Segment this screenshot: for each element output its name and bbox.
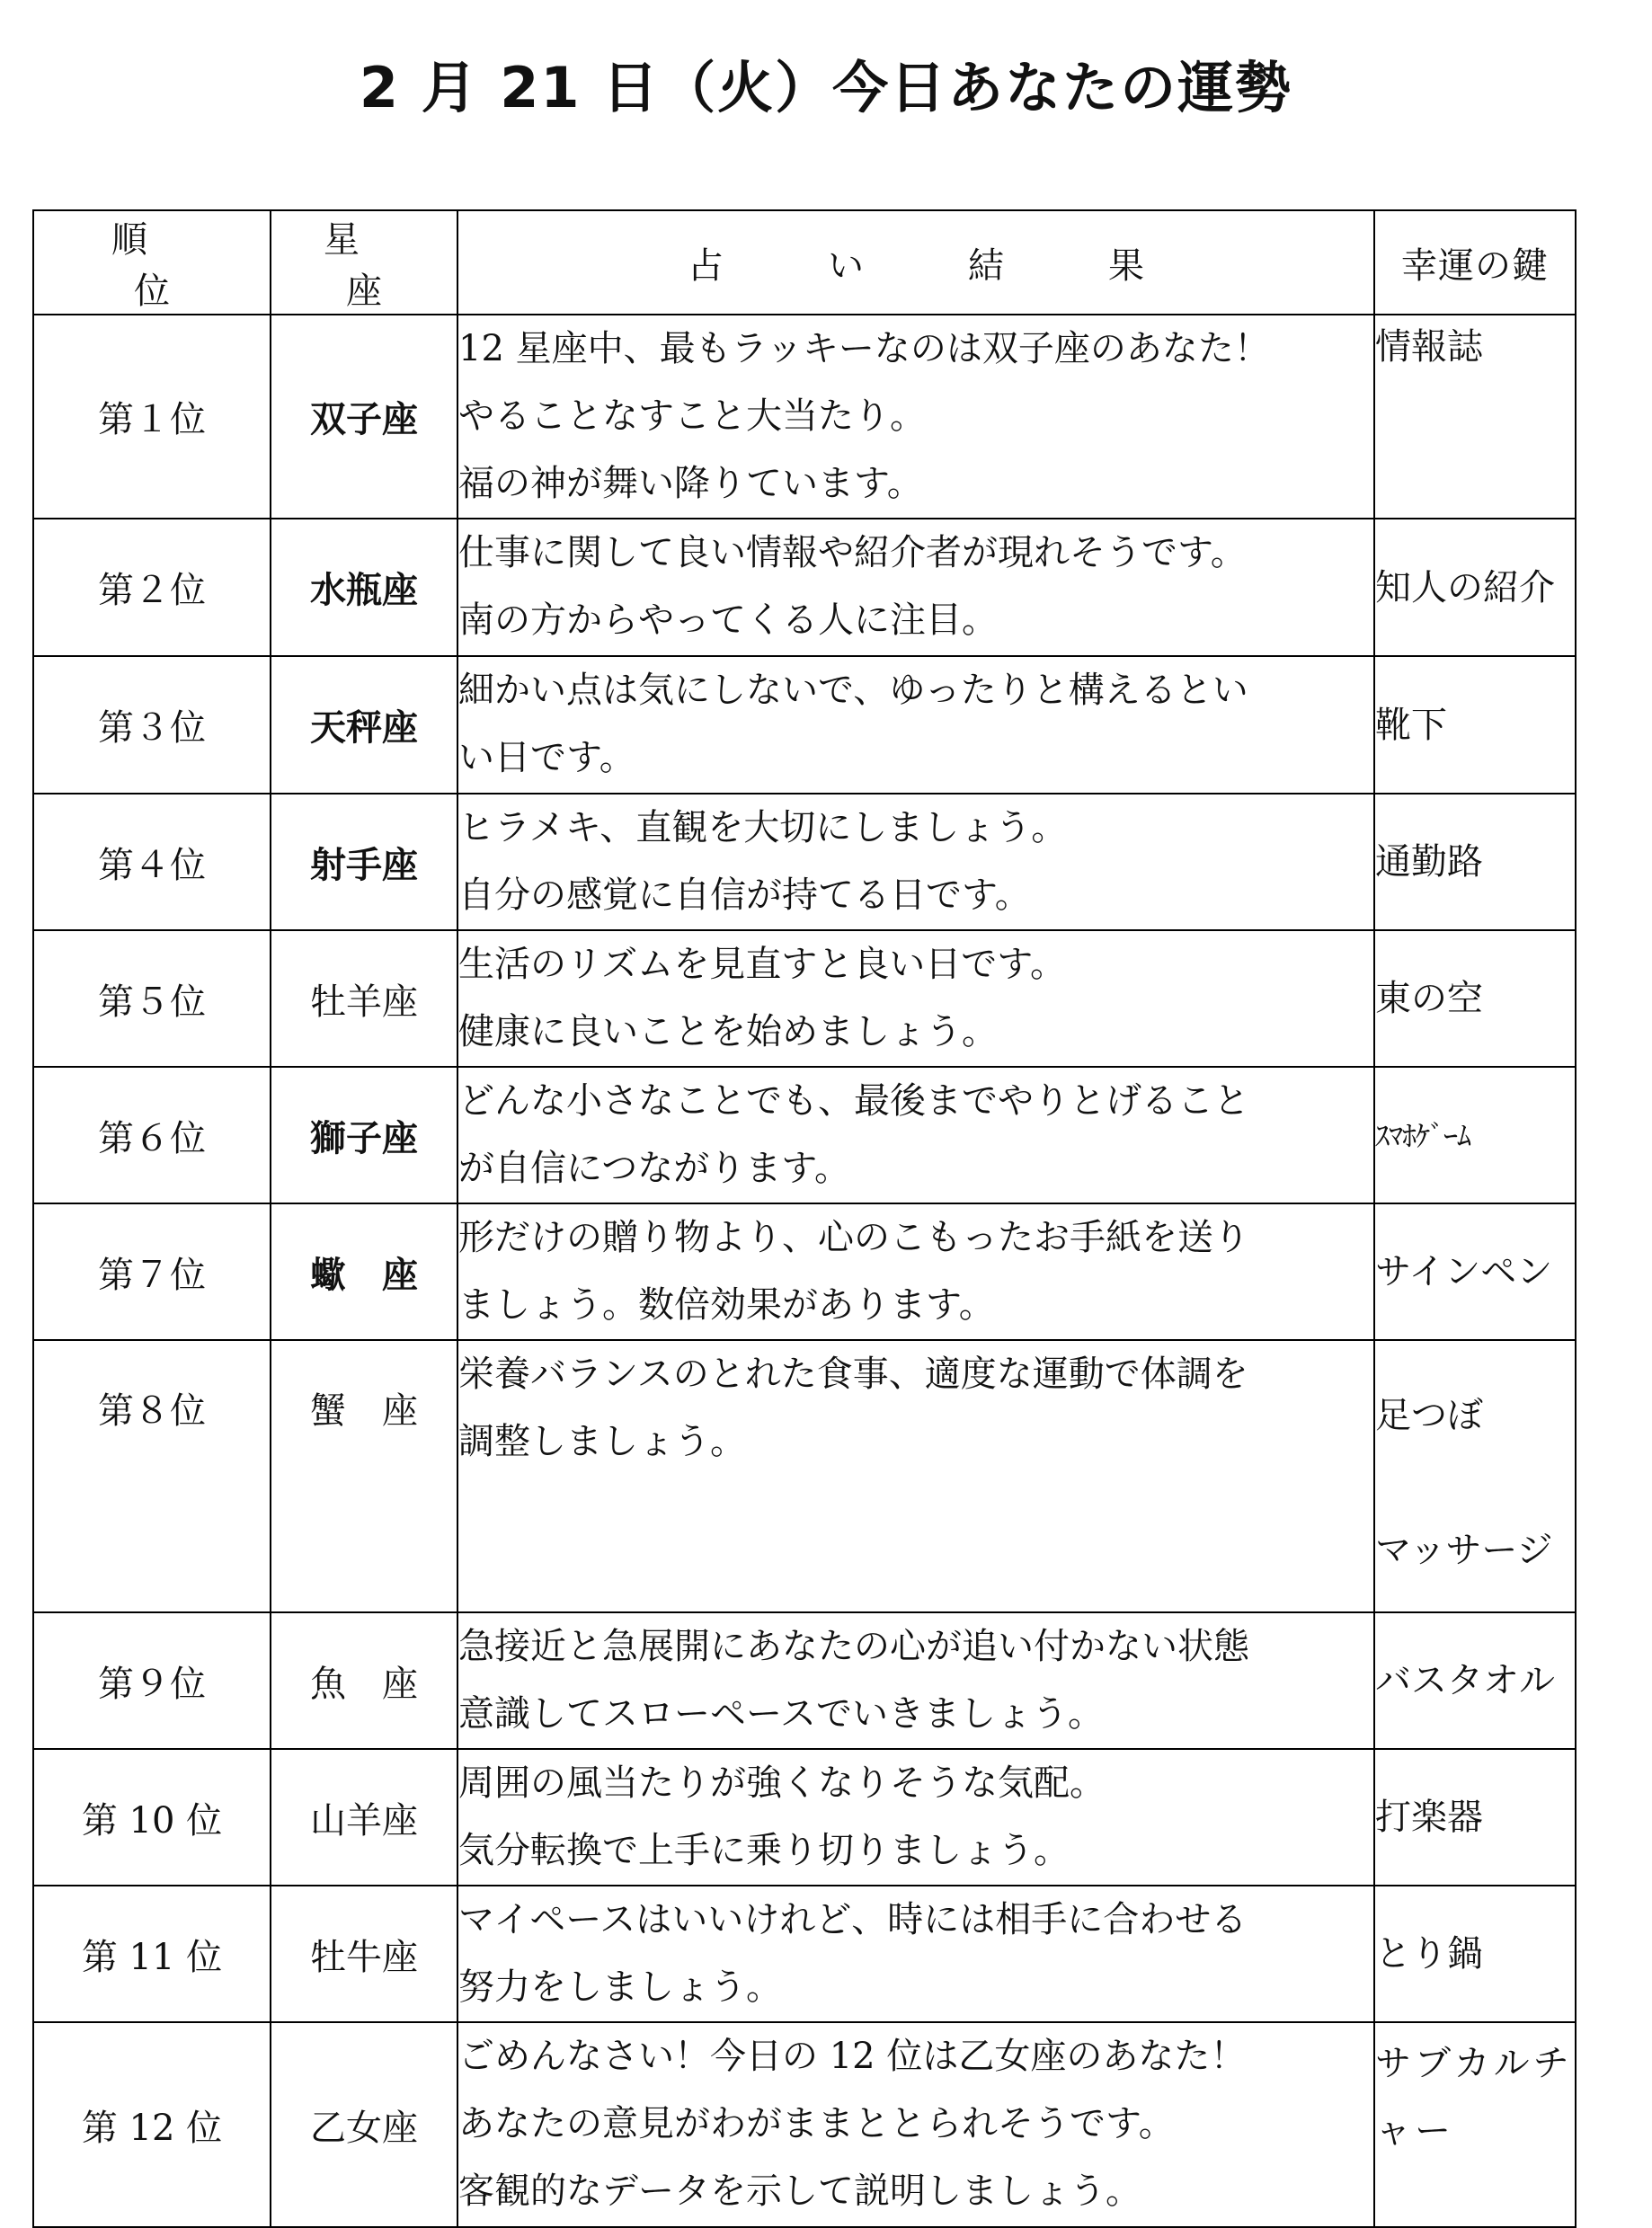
sign-cell: 牡牛座 bbox=[271, 1886, 457, 2022]
result-cell bbox=[457, 930, 1374, 1067]
header-result: 占 い 結 果 bbox=[457, 210, 1374, 315]
key-cell bbox=[1374, 1340, 1576, 1612]
result-cell bbox=[457, 1203, 1374, 1340]
table-row bbox=[33, 930, 1576, 1067]
result-line: 栄養バランスのとれた食事、適度な運動で体調を bbox=[458, 1354, 1248, 1395]
result-line: 急接近と急展開にあなたの心が追い付かない状態 bbox=[458, 1626, 1249, 1667]
key-text: マッサージ bbox=[1375, 1530, 1553, 1571]
result-line: 意識してスローペースでいきましょう。 bbox=[458, 1693, 1104, 1735]
result-line: が自信につながります。 bbox=[458, 1148, 850, 1189]
rank-cell: 第 11 位 bbox=[33, 1886, 271, 2022]
key-cell: 通勤路 bbox=[1374, 794, 1576, 930]
result-cell bbox=[457, 1340, 1374, 1612]
result-line: 福の神が舞い降りています。 bbox=[458, 463, 923, 504]
key-cell: 靴下 bbox=[1374, 656, 1576, 794]
result-line: ましょう。数倍効果があります。 bbox=[458, 1284, 995, 1326]
rank-cell: 第１位 bbox=[33, 315, 271, 519]
table-header-row bbox=[33, 210, 1576, 315]
header-key: 幸運の鍵 bbox=[1374, 210, 1576, 315]
table-row bbox=[33, 2022, 1576, 2227]
sign-cell: 牡羊座 bbox=[271, 930, 457, 1067]
key-cell: 東の空 bbox=[1374, 930, 1576, 1067]
table-row bbox=[33, 1203, 1576, 1340]
table-row bbox=[33, 519, 1576, 656]
sign-cell: 蟹 座 bbox=[271, 1340, 457, 1612]
result-cell bbox=[457, 1749, 1374, 1886]
key-cell: 知人の紹介 bbox=[1374, 519, 1576, 656]
result-cell bbox=[457, 315, 1374, 519]
table-row bbox=[33, 1612, 1576, 1749]
key-cell bbox=[1374, 2022, 1576, 2227]
rank-cell: 第 12 位 bbox=[33, 2022, 271, 2227]
fortune-table bbox=[32, 209, 1577, 2228]
key-text: 足つぼ bbox=[1375, 1395, 1483, 1436]
key-cell: サインペン bbox=[1374, 1203, 1576, 1340]
result-line: 客観的なデータを示して説明しましょう。 bbox=[458, 2170, 1141, 2212]
sign-cell: 蠍 座 bbox=[271, 1203, 457, 1340]
result-line: 12 星座中、最もラッキーなのは双子座のあなた！ bbox=[458, 328, 1270, 369]
header-rank: 順 位 bbox=[33, 210, 271, 315]
sign-cell: 乙女座 bbox=[271, 2022, 457, 2227]
table-row bbox=[33, 1886, 1576, 2022]
key-text: ャー bbox=[1375, 2110, 1454, 2152]
result-cell bbox=[457, 656, 1374, 794]
result-line: 形だけの贈り物より、心のこもったお手紙を送り bbox=[458, 1217, 1249, 1258]
sign-cell: 山羊座 bbox=[271, 1749, 457, 1886]
rank-cell: 第７位 bbox=[33, 1203, 271, 1340]
sign-cell: 射手座 bbox=[271, 794, 457, 930]
result-line: い日です。 bbox=[458, 737, 635, 778]
rank-cell: 第５位 bbox=[33, 930, 271, 1067]
rank-cell: 第 10 位 bbox=[33, 1749, 271, 1886]
result-line: ヒラメキ、直観を大切にしましょう。 bbox=[458, 807, 1068, 848]
result-line: 仕事に関して良い情報や紹介者が現れそうです。 bbox=[458, 532, 1247, 573]
sign-cell: 天秤座 bbox=[271, 656, 457, 794]
table-row bbox=[33, 656, 1576, 794]
rank-cell: 第４位 bbox=[33, 794, 271, 930]
rank-cell: 第８位 bbox=[33, 1340, 271, 1612]
result-cell bbox=[457, 794, 1374, 930]
rank-cell: 第３位 bbox=[33, 656, 271, 794]
table-row bbox=[33, 794, 1576, 930]
result-cell bbox=[457, 2022, 1374, 2227]
table-row bbox=[33, 315, 1576, 519]
rank-cell: 第２位 bbox=[33, 519, 271, 656]
result-line: あなたの意見がわがままととられそうです。 bbox=[458, 2103, 1175, 2144]
sign-cell: 双子座 bbox=[271, 315, 457, 519]
result-line: 細かい点は気にしないで、ゆったりと構えるとい bbox=[458, 670, 1248, 711]
sign-cell: 水瓶座 bbox=[271, 519, 457, 656]
result-cell bbox=[457, 1612, 1374, 1749]
result-line: 生活のリズムを見直すと良い日です。 bbox=[458, 944, 1066, 985]
result-line: やることなすこと大当たり。 bbox=[458, 395, 926, 437]
table-row bbox=[33, 1067, 1576, 1203]
header-sign: 星 座 bbox=[271, 210, 457, 315]
result-line: 気分転換で上手に乗り切りましょう。 bbox=[458, 1830, 1070, 1871]
result-cell bbox=[457, 1886, 1374, 2022]
sign-cell: 獅子座 bbox=[271, 1067, 457, 1203]
result-line: 努力をしましょう。 bbox=[458, 1966, 782, 2008]
result-line: 健康に良いことを始めましょう。 bbox=[458, 1011, 998, 1052]
result-line: 調整しましょう。 bbox=[458, 1421, 746, 1462]
page-title: 2 月 21 日（火）今日あなたの運勢 bbox=[359, 55, 1293, 120]
key-text: サブカルチ bbox=[1375, 2043, 1573, 2084]
key-cell: 打楽器 bbox=[1374, 1749, 1576, 1886]
key-cell: バスタオル bbox=[1374, 1612, 1576, 1749]
key-cell bbox=[1374, 1067, 1576, 1203]
result-line: マイペースはいいけれど、時には相手に合わせる bbox=[458, 1899, 1248, 1940]
rank-cell: 第６位 bbox=[33, 1067, 271, 1203]
table-row bbox=[33, 1340, 1576, 1612]
result-line: 周囲の風当たりが強くなりそうな気配。 bbox=[458, 1762, 1106, 1804]
result-cell bbox=[457, 519, 1374, 656]
key-cell: 情報誌 bbox=[1374, 315, 1576, 519]
result-line: 自分の感覚に自信が持てる日です。 bbox=[458, 874, 1031, 916]
rank-cell: 第９位 bbox=[33, 1612, 271, 1749]
result-cell bbox=[457, 1067, 1374, 1203]
result-line: 南の方からやってくる人に注目。 bbox=[458, 599, 998, 641]
result-line: ごめんなさい！今日の 12 位は乙女座のあなた！ bbox=[458, 2036, 1247, 2077]
key-cell: とり鍋 bbox=[1374, 1886, 1576, 2022]
result-line: どんな小さなことでも、最後までやりとげること bbox=[458, 1080, 1249, 1122]
key-text: ｽﾏﾎｹﾞｰﾑ bbox=[1375, 1119, 1471, 1153]
table-row bbox=[33, 1749, 1576, 1886]
sign-cell: 魚 座 bbox=[271, 1612, 457, 1749]
